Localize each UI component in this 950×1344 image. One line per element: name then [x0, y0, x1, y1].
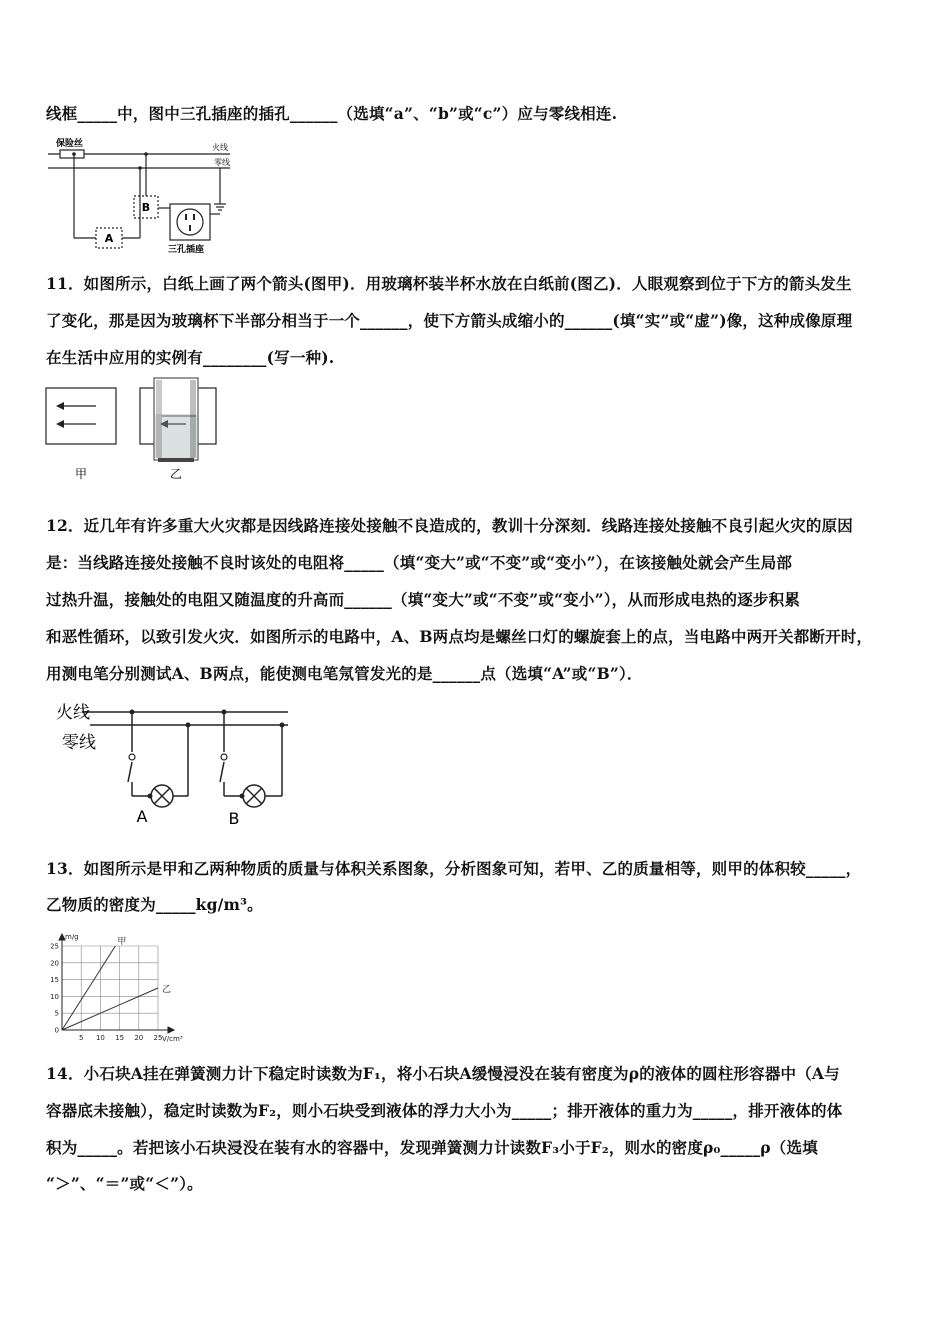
y-tick-label: 10	[50, 992, 59, 1001]
y-axis-label: m/g	[65, 933, 79, 941]
series-label-yi: 乙	[162, 985, 172, 995]
q13-line-1: 13．如图所示是甲和乙两种物质的质量与体积关系图象，分析图象可知，若甲、乙的质量相等，则甲的体积较_____，	[46, 859, 862, 878]
y-tick-label: 25	[50, 942, 59, 951]
q12-line-5: 用测电笔分别测试A、B两点，能使测电笔氖管发光的是______点（选填“A”或“B”）．	[46, 664, 643, 683]
x-tick-label: 5	[78, 1034, 84, 1042]
mass-volume-chart	[38, 924, 198, 1044]
neutral-wire-label: 零线	[214, 158, 230, 167]
q12-line-4: 和恶性循环，以致引发火灾．如图所示的电路中，A、B两点均是螺丝口灯的螺旋套上的点，当电路中两开关都断开时，	[46, 627, 873, 646]
x-tick-label: 20	[134, 1034, 144, 1042]
box-a-label: A	[104, 232, 114, 245]
household-circuit-figure	[44, 134, 244, 256]
y-tick-label: 15	[50, 976, 59, 985]
live-wire-label: 火线	[212, 143, 228, 152]
x-tick-label: 25	[153, 1034, 163, 1042]
q11-line-1: 11．如图所示，白纸上画了两个箭头(图甲)．用玻璃杯装半杯水放在白纸前(图乙)．人眼观察到位于下方的箭头发生	[46, 274, 852, 293]
figure-yi-label: 乙	[169, 467, 183, 481]
arrows-glass-figure	[44, 376, 224, 482]
point-a-label: A	[136, 807, 148, 826]
x-tick-label: 15	[115, 1034, 125, 1042]
y-tick-label: 20	[50, 959, 59, 968]
q11-line-2: 了变化，那是因为玻璃杯下半部分相当于一个______，使下方箭头成缩小的______(填“实”或“虚”)像，这种成像原理	[46, 311, 853, 330]
q13-line-2: 乙物质的密度为_____kg/m³。	[46, 895, 263, 914]
figure-jia-label: 甲	[74, 467, 88, 481]
y-tick-label: 0	[54, 1026, 59, 1035]
fuse-label: 保险丝	[56, 139, 84, 149]
q10-line: 线框_____中，图中三孔插座的插孔______（选填“a”、“b”或“c”）应与零线相连.	[46, 104, 618, 123]
q14-line-4: “＞”、“＝”或“＜”）。	[46, 1174, 203, 1193]
q14-line-3: 积为_____。若把该小石块浸没在装有水的容器中，发现弹簧测力计读数F₃小于F₂，则水的密度ρ₀_____ρ（选填	[46, 1138, 818, 1157]
live-wire-label: 火线	[56, 703, 90, 723]
x-tick-label: 10	[95, 1034, 105, 1042]
series-label-jia: 甲	[117, 937, 127, 947]
socket-label: 三孔插座	[168, 245, 205, 255]
y-tick-label: 5	[54, 1009, 59, 1018]
point-b-label: B	[228, 809, 240, 828]
lamp-circuit-figure	[52, 700, 298, 830]
series-line-jia	[62, 946, 115, 1030]
q14-line-1: 14．小石块A挂在弹簧测力计下稳定时读数为F₁，将小石块A缓慢浸没在装有密度为ρ的液体的圆柱形容器中（A与	[46, 1064, 840, 1083]
q12-line-2: 是：当线路连接处接触不良时该处的电阻将_____（填“变大”或“不变”或“变小”），在该接触处就会产生局部	[46, 553, 793, 572]
x-axis-arrow	[168, 1027, 174, 1033]
q11-line-3: 在生活中应用的实例有________(写一种).	[46, 348, 335, 367]
q12-line-1: 12．近几年有许多重大火灾都是因线路连接处接触不良造成的，教训十分深刻．线路连接处接触不良引起火灾的原因	[46, 516, 853, 535]
neutral-wire-label: 零线	[62, 733, 96, 753]
q12-line-3: 过热升温，接触处的电阻又随温度的升高而______（填“变大”或“不变”或“变小”），从而形成电热的逐步积累	[46, 590, 801, 609]
box-b-label: B	[141, 201, 151, 214]
series-line-yi	[62, 988, 158, 1030]
q14-line-2: 容器底未接触），稳定时读数为F₂，则小石块受到液体的浮力大小为_____；排开液体的重力为_____，排开液体的体	[46, 1101, 843, 1120]
x-axis-label: V/cm³	[162, 1035, 183, 1043]
